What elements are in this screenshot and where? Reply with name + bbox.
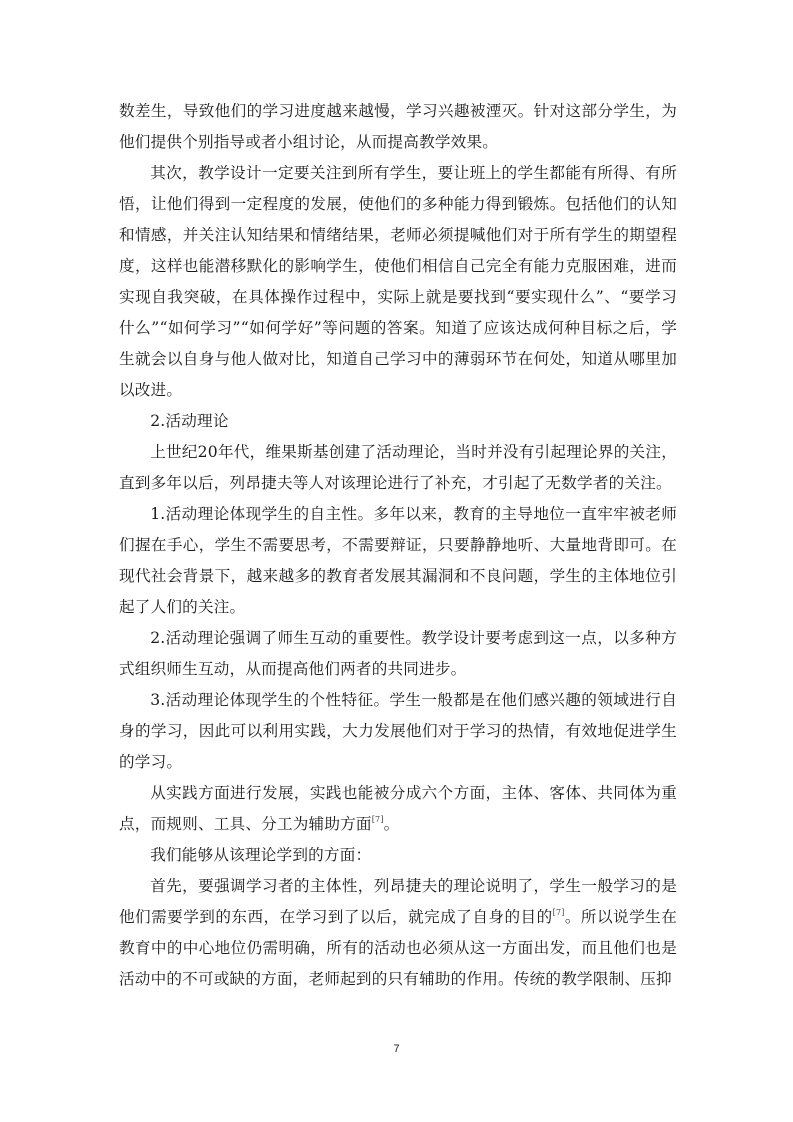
paragraph: 上世纪20年代，维果斯基创建了活动理论，当时并没有引起理论界的关注，直到多年以后，列昂捷夫等人对该理论进行了补充，才引起了无数学者的关注。 — [119, 443, 677, 492]
citation-marker: [7] — [371, 815, 384, 824]
paragraph: 我们能够从该理论学到的方面： — [150, 846, 372, 864]
paragraph-text: 从实践方面进行发展，实践也能被分成六个方面，主体、客体、共同体为重点，而规则、工具、分工为辅助方面 — [119, 784, 677, 833]
list-item: 2.活动理论强调了师生互动的重要性。教学设计要考虑到这一点，以多种方式组织师生互动，从而提高他们两者的共同进步。 — [119, 629, 677, 678]
paragraph-text-tail: 。所以说学生在教育中的中心地位仍需明确，所有的活动也必须从这一方面出发，而且他们也是活动中的不可或缺的方面，老师起到的只有辅助的作用。传统的教学限制、压抑 — [119, 908, 678, 988]
body-text — [119, 96, 677, 995]
paragraph — [119, 778, 677, 840]
paragraph-text: 首先，要强调学习者的主体性，列昂捷夫的理论说明了，学生一般学习的是他们需要学到的东西，在学习到了以后，就完成了自身的目的 — [119, 877, 677, 926]
paragraph: 其次，教学设计一定要关注到所有学生，要让班上的学生都能有所得、有所悟，让他们得到一定程度的发展，使他们的多种能力得到锻炼。包括他们的认知和情感，并关注认知结果和情绪结果，老师必须提喊他们对于所有学生的期望程度，这样也能潜移默化的影响学生，使他们相信自己完全有能力克服困难，进而实现自我突破，在具体操作过程中，实际上就是要找到“要实现什么”、“要学习什么”“如何学习”“如何学好”等问题的答案。知道了应该达成何种目标之后，学生就会以自身与他人做对比，知道自己学习中的薄弱环节在何处，知道从哪里加以改进。 — [119, 164, 677, 399]
citation-marker: [7] — [552, 908, 565, 917]
list-item: 3.活动理论体现学生的个性特征。学生一般都是在他们感兴趣的领域进行自身的学习，因此可以利用实践，大力发展他们对于学习的热情，有效地促进学生的学习。 — [119, 691, 677, 771]
paragraph-text-tail: 。 — [383, 815, 400, 833]
section-heading: 2.活动理论 — [150, 412, 229, 430]
page-number: 7 — [393, 1043, 400, 1055]
list-item: 1.活动理论体现学生的自主性。多年以来，教育的主导地位一直牢牢被老师们握在手心，学生不需要思考，不需要辩证，只要静静地听、大量地背即可。在现代社会背景下，越来越多的教育者发展其漏洞和不良问题，学生的主体地位引起了人们的关注。 — [119, 505, 677, 616]
paragraph — [119, 871, 677, 995]
paragraph: 数差生，导致他们的学习进度越来越慢，学习兴趣被湮灭。针对这部分学生，为他们提供个别指导或者小组讨论，从而提高教学效果。 — [119, 102, 677, 151]
